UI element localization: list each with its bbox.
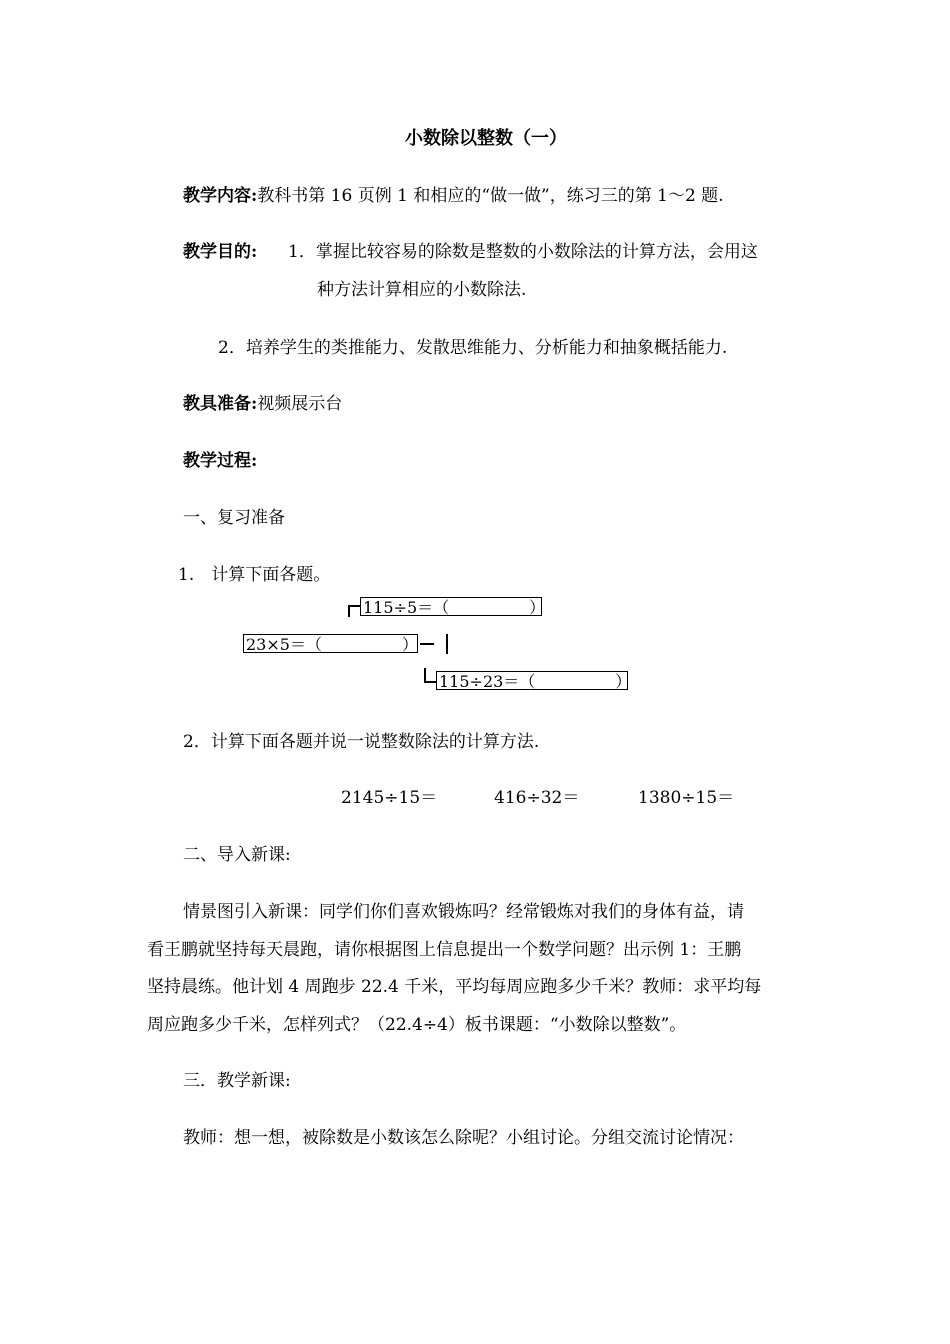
section-2-heading: 二、导入新课: (183, 845, 291, 865)
expr-box-top: 115÷5＝（ ） (360, 597, 542, 616)
expr-1: 2145÷15＝ (341, 788, 438, 808)
goal-2: 2．培养学生的类推能力、发散思维能力、分析能力和抽象概括能力. (218, 338, 728, 358)
goals-label: 教学目的: (183, 242, 258, 262)
content-row (183, 185, 724, 207)
tools-text: 视频展示台 (257, 394, 343, 414)
expr-3: 1380÷15＝ (638, 788, 735, 808)
connector-dash (420, 643, 434, 645)
question-1: 1. 计算下面各题。 (178, 565, 331, 585)
tools-row (183, 393, 342, 415)
content-label: 教学内容: (183, 186, 258, 206)
expr-2: 416÷32＝ (494, 788, 580, 808)
section-1-heading: 一、复习准备 (183, 508, 285, 528)
section-3-heading: 三．教学新课: (183, 1071, 291, 1091)
paragraph-line: 周应跑多少千米，怎样列式？（22.4÷4）板书课题：“小数除以整数”。 (147, 1015, 687, 1035)
question-2: 2．计算下面各题并说一说整数除法的计算方法. (183, 732, 540, 752)
goal-1-line-1: 1．掌握比较容易的除数是整数的小数除法的计算方法，会用这 (288, 242, 758, 262)
bracket-bottom-arm (424, 681, 436, 683)
expr-box-left: 23×5＝（ ） (243, 634, 418, 653)
tools-label: 教具准备: (183, 394, 258, 414)
doc-title: 小数除以整数（一） (405, 128, 567, 149)
bracket-top-stem (348, 605, 350, 617)
paragraph-line: 看王鹏就坚持每天晨跑，请你根据图上信息提出一个数学问题？出示例 1：王鹏 (147, 940, 742, 960)
paragraph-line: 坚持晨练。他计划 4 周跑步 22.4 千米，平均每周应跑多少千米？教师：求平均每 (147, 977, 762, 997)
content-text: 教科书第 16 页例 1 和相应的“做一做”，练习三的第 1～2 题. (257, 186, 724, 206)
paragraph-line: 情景图引入新课：同学们你们喜欢锻炼吗？经常锻炼对我们的身体有益，请 (183, 902, 744, 922)
process-label: 教学过程: (183, 451, 258, 471)
goal-1-line-2: 种方法计算相应的小数除法. (317, 280, 527, 300)
expr-box-bottom: 115÷23＝（ ） (436, 671, 628, 690)
connector-bar (446, 634, 448, 654)
section-3-text: 教师：想一想，被除数是小数该怎么除呢？小组讨论。分组交流讨论情况： (183, 1128, 744, 1148)
